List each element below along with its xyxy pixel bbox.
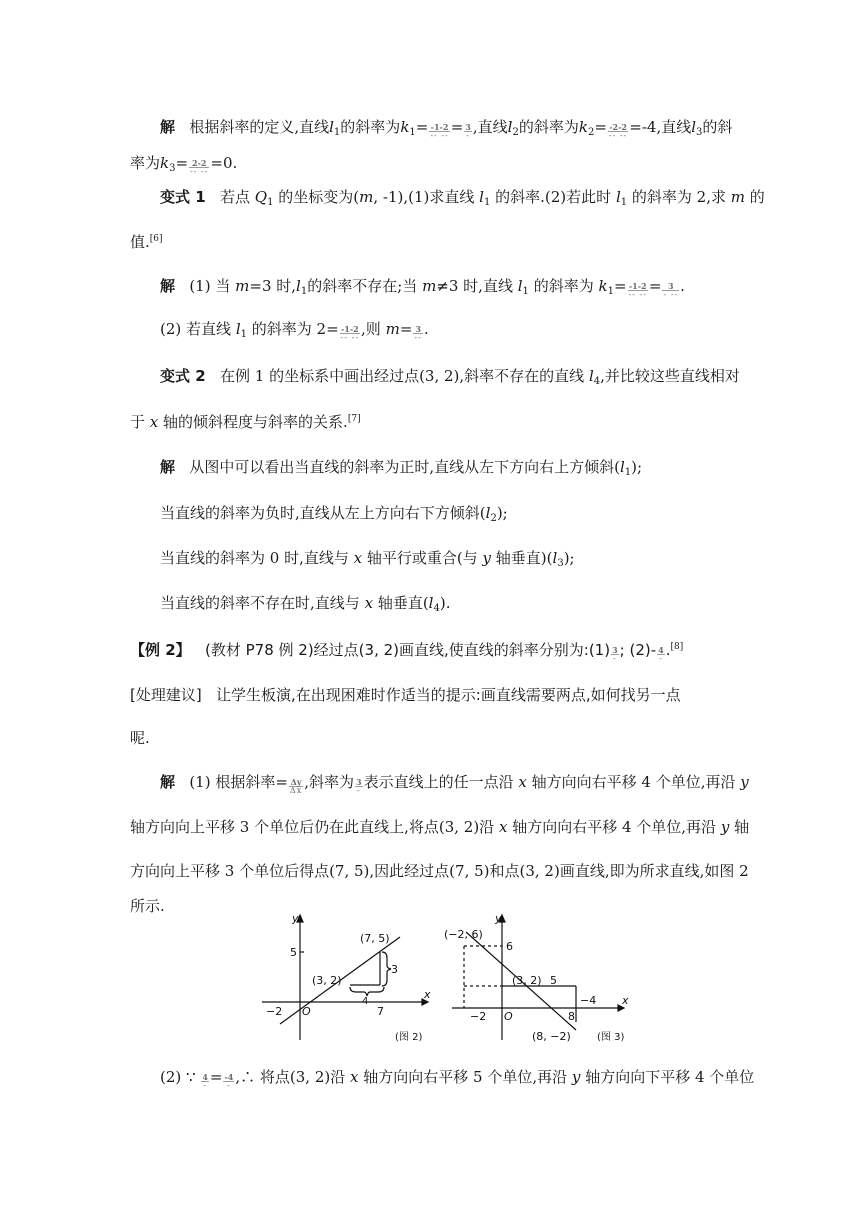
fraction: $\frac{3}{-}$ bbox=[356, 777, 362, 795]
fraction: $\frac{-1-2}{-- --}$ bbox=[340, 324, 360, 342]
figure-caption: (图 2) bbox=[395, 1032, 423, 1043]
run-label: 5 bbox=[550, 974, 557, 987]
variant-1-line-2: 值.[6] bbox=[130, 233, 163, 251]
variant-1-solution-2: (2) 若直线 $l_1$ 的斜率为 2= $\frac{-1-2}{-- --}$ ,则 m= $\frac{3}{--}$ . bbox=[160, 320, 429, 342]
variant-2-label: 变式 2 bbox=[160, 367, 206, 385]
footnote-ref: [8] bbox=[670, 642, 684, 652]
example-2-solution-3: 方向向上平移 3 个单位后得点(7, 5),因此经过点(7, 5)和点(3, 2)画直线,即为所求直线,如图 2 bbox=[130, 862, 749, 880]
example-2-solution-4: 所示. bbox=[130, 897, 165, 915]
x-axis-label: x bbox=[622, 994, 629, 1007]
example-2-solution-1: 解 (1) 根据斜率= $\frac{\Delta y}{\Delta x}$ ,斜率为 $\frac{3}{-}$ 表示直线上的任一点沿 x 轴方向向右平移 4 个单位,再沿 y bbox=[160, 773, 749, 795]
variant-2-line-2: 于 x 轴的倾斜程度与斜率的关系.[7] bbox=[130, 413, 361, 431]
point-label: (7, 5) bbox=[360, 932, 390, 945]
tick-label: 5 bbox=[290, 946, 297, 959]
origin-label: O bbox=[302, 1005, 311, 1018]
teaching-suggestion-line-1: [处理建议] 让学生板演,在出现困难时作适当的提示:画直线需要两点,如何找另一点 bbox=[130, 686, 681, 704]
fraction: $\frac{-1-2}{-- --}$ bbox=[430, 122, 449, 140]
solution-label: 解 bbox=[160, 118, 176, 136]
drop-label: −4 bbox=[580, 994, 597, 1007]
fraction: $\frac{-4}{-}$ bbox=[224, 1072, 234, 1090]
run-brace bbox=[350, 987, 384, 996]
variant-2-answer-3: 当直线的斜率为 0 时,直线与 x 轴平行或重合(与 y 轴垂直)$(l_3)$; bbox=[160, 549, 575, 569]
variant-2-line-1: 变式 2 在例 1 的坐标系中画出经过点(3, 2),斜率不存在的直线 $l_4$,并比较这些直线相对 bbox=[160, 367, 740, 387]
variant-2-answer-4: 当直线的斜率不存在时,直线与 x 轴垂直$(l_4)$. bbox=[160, 594, 451, 614]
tick-label: −2 bbox=[266, 1005, 283, 1018]
figure-2-graph bbox=[262, 912, 432, 1052]
fraction: $\frac{\Delta y}{\Delta x}$ bbox=[289, 777, 303, 795]
fraction: $\frac{4}{-}$ bbox=[202, 1072, 208, 1090]
y-axis-label: y bbox=[292, 912, 299, 925]
rise-brace bbox=[382, 952, 391, 986]
variant-1-label: 变式 1 bbox=[160, 188, 206, 206]
tick-label: 8 bbox=[568, 1010, 575, 1023]
fraction: $\frac{3}{-}$ bbox=[612, 645, 618, 663]
point-label: (3, 2) bbox=[312, 974, 342, 987]
fraction: $\frac{3}{-}$ bbox=[465, 122, 471, 140]
variant-2-answer-1: 解 从图中可以看出当直线的斜率为正时,直线从左下方向右上方倾斜$(l_1)$; bbox=[160, 458, 643, 478]
example-2-solution-part-2: (2) ∵ $\frac{4}{-}$ = $\frac{-4}{-}$ ,∴ 将点(3, 2)沿 x 轴方向向右平移 5 个单位,再沿 y 轴方向向下平移 4 个单位 bbox=[160, 1068, 755, 1090]
fraction: $\frac{-1-2}{-- --}$ bbox=[628, 281, 647, 299]
point-label: (3, 2) bbox=[512, 974, 542, 987]
variant-2-answer-2: 当直线的斜率为负时,直线从左上方向右下方倾斜$(l_2)$; bbox=[160, 504, 508, 524]
solution-line-1: 解 根据斜率的定义,直线$l_1$的斜率为$k_1=$ $\frac{-1-2}{-- --}$ = $\frac{3}{-}$ ,直线$l_2$的斜率为$k_2=$ $\frac{-2-2}{-- --}$ =-4,直线$l_3$的斜 bbox=[160, 118, 733, 140]
x-axis-label: x bbox=[424, 988, 431, 1001]
tick-label: −2 bbox=[470, 1010, 487, 1023]
figure-3-graph bbox=[440, 912, 640, 1052]
fraction: $\frac{3}{- --}$ bbox=[663, 281, 679, 299]
fraction: $\frac{2-2}{-- --}$ bbox=[190, 158, 209, 176]
origin-label: O bbox=[504, 1010, 513, 1023]
y-axis-label: y bbox=[495, 912, 502, 925]
rise-label: 3 bbox=[391, 963, 398, 976]
tick-label: 6 bbox=[506, 940, 513, 953]
point-label: (8, −2) bbox=[532, 1030, 571, 1043]
fraction: $\frac{-2-2}{-- --}$ bbox=[608, 122, 628, 140]
figure-caption: (图 3) bbox=[597, 1032, 625, 1043]
fraction: $\frac{4}{-}$ bbox=[658, 645, 664, 663]
example-2-line: 【例 2】 (教材 P78 例 2)经过点(3, 2)画直线,使直线的斜率分别为:(1) $\frac{3}{-}$ ; (2)- $\frac{4}{-}$ .[8] bbox=[130, 641, 684, 663]
tick-label: 7 bbox=[377, 1005, 384, 1018]
variant-1-line-1: 变式 1 若点 $Q_1$ 的坐标变为(m, -1),(1)求直线 $l_1$ 的斜率.(2)若此时 $l_1$ 的斜率为 2,求 m 的 bbox=[160, 188, 765, 208]
footnote-ref: [7] bbox=[347, 414, 361, 424]
fraction: $\frac{3}{--}$ bbox=[414, 324, 422, 342]
point-label: (−2, 6) bbox=[444, 928, 483, 941]
suggestion-label: [处理建议] bbox=[130, 686, 202, 704]
solution-line-2: 率为$k_3=$ $\frac{2-2}{-- --}$ =0. bbox=[130, 154, 238, 176]
variant-1-solution-1: 解 (1) 当 m=3 时$,l_1$的斜率不存在;当 m≠3 时,直线 $l_1$ 的斜率为 $k_1=$ $\frac{-1-2}{-- --}$ = $\frac{3}{- --}$ . bbox=[160, 277, 685, 299]
tick-label: 4 bbox=[362, 996, 369, 1007]
footnote-ref: [6] bbox=[149, 234, 163, 244]
example-2-solution-2: 轴方向向上平移 3 个单位后仍在此直线上,将点(3, 2)沿 x 轴方向向右平移 4 个单位,再沿 y 轴 bbox=[130, 818, 750, 836]
teaching-suggestion-line-2: 呢. bbox=[130, 729, 150, 747]
example-2-label: 【例 2】 bbox=[130, 641, 191, 659]
